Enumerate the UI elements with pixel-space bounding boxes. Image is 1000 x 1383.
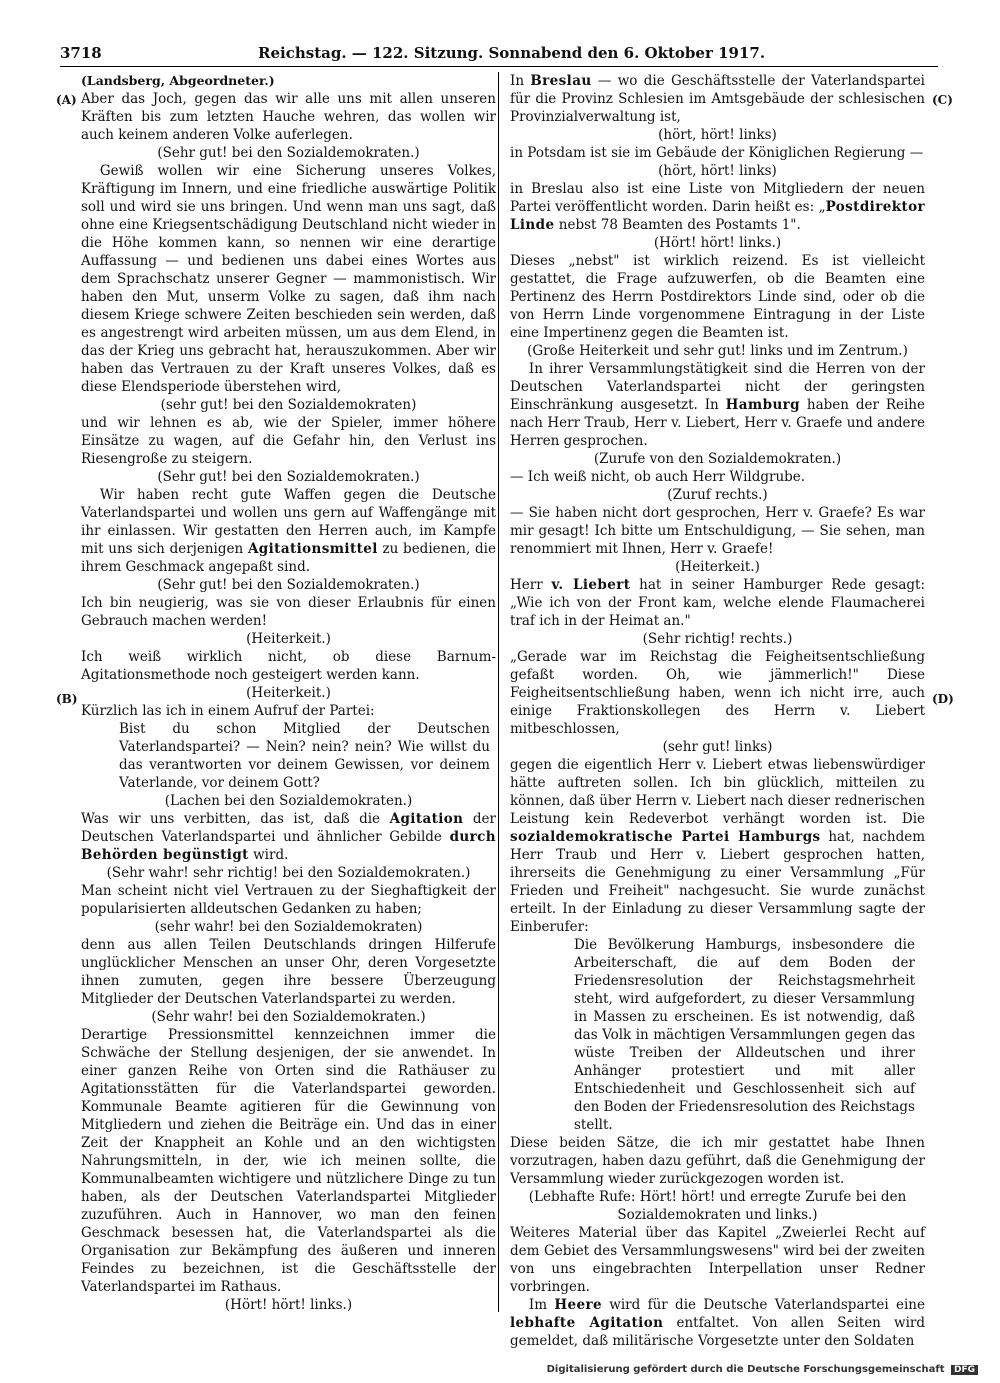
- interjection: (Heiterkeit.): [246, 631, 331, 647]
- interjection: (Lebhafte Rufe: Hört! hört! und erregte Zurufe bei den Sozialdemokraten und links.): [528, 1189, 907, 1223]
- footer-text: Digitalisierung gefördert durch die Deutsche Forschungsgemeinschaft: [546, 1364, 945, 1375]
- paragraph: — Ich weiß nicht, ob auch Herr Wildgrube.: [510, 469, 806, 485]
- interjection: (hört, hört! links): [658, 127, 777, 143]
- right-column: [510, 72, 925, 1350]
- paragraph: Aber das Joch, gegen das wir alle uns mit allen unseren Kräften bis zum letzten Hauche wehren, das wollen wir auch keinem anderen Volke auferlegen.: [81, 91, 496, 143]
- interjection: (Sehr gut! bei den Sozialdemokraten.): [157, 469, 420, 485]
- interjection: (Sehr gut! bei den Sozialdemokraten.): [157, 145, 420, 161]
- page-number: 3718: [60, 44, 102, 62]
- paragraph: Ich bin neugierig, was sie von dieser Erlaubnis für einen Gebrauch machen werden!: [81, 595, 496, 629]
- interjection: (sehr wahr! bei den Sozialdemokraten): [154, 919, 423, 935]
- margin-marker-b: (B): [56, 692, 78, 706]
- running-head: Reichstag. — 122. Sitzung. Sonnabend den 6. Oktober 1917.: [258, 44, 766, 62]
- paragraph: Im Heere wird für die Deutsche Vaterlandspartei eine lebhafte Agitation entfaltet. Von allen Seiten wird gemeldet, daß militärische Vorgesetzte unter den Soldaten: [510, 1297, 925, 1349]
- margin-marker-a: (A): [56, 93, 77, 107]
- paragraph: In Breslau — wo die Geschäftsstelle der Vaterlandspartei für die Provinz Schlesien im Amtsgebäude der schlesischen Provinzialverwaltung ist,: [510, 73, 925, 125]
- interjection: (Hört! hört! links.): [224, 1297, 353, 1313]
- paragraph: Man scheint nicht viel Vertrauen zu der Sieghaftigkeit der popularisierten alldeutschen Gedanken zu haben;: [81, 883, 496, 917]
- interjection: (Sehr richtig! rechts.): [642, 631, 793, 647]
- header-rule: [60, 66, 938, 67]
- paragraph: Weiteres Material über das Kapitel „Zweierlei Recht auf dem Gebiet des Versammlungswesens" wird bei der zweiten von uns eingebrachten Interpellation unser Redner vorbringen.: [510, 1225, 925, 1295]
- paragraph: gegen die eigentlich Herr v. Liebert etwas liebenswürdiger hätte auftreten sollen. Ich bin glücklich, mitteilen zu können, daß über Herrn v. Liebert nach dieser rednerischen Leistung kein Redeverbot verhängt worden ist. Die sozialdemokratische Partei Hamburgs hat, nachdem Herr Traub und Herr v. Liebert gesprochen hatten, ihrerseits die Genehmigung zu einer Versammlung „Für Frieden und Freiheit" nachgesucht. Sie wurde zunächst erteilt. In der Einladung zu dieser Versammlung sagte der Einberufer:: [510, 757, 925, 935]
- paragraph: in Breslau also ist eine Liste von Mitgliedern der neuen Partei veröffentlicht worden. Darin heißt es: „Postdirektor Linde nebst 78 Beamten des Postamts 1".: [510, 181, 925, 233]
- column-divider: [498, 72, 499, 1312]
- paragraph: und wir lehnen es ab, wie der Spieler, immer höhere Einsätze zu wagen, auf die Gefahr hin, den Verlust ins Riesengroße zu steigern.: [81, 415, 496, 467]
- paragraph: denn aus allen Teilen Deutschlands dringen Hilferufe unglücklicher Menschen an unser Ohr, deren Vorgesetzte ihnen zumuten, gegen ihre bessere Überzeugung Mitglieder der Deutschen Vaterlandspartei zu werden.: [81, 937, 496, 1007]
- paragraph: „Gerade war im Reichstag die Feigheitsentschließung gefaßt worden. Oh, wie jämmerlich!" Diese Feigheitsentschließung haben, wenn ich nicht irre, auch einige Fraktionskollegen des Herrn v. Liebert mitbeschlossen,: [510, 649, 925, 737]
- margin-marker-c: (C): [932, 93, 953, 107]
- paragraph: — Sie haben nicht dort gesprochen, Herr v. Graefe? Es war mir gesagt! Ich bitte um Entschuldigung, — Sie sehen, man renommiert mit Ihnen, Herr v. Graefe!: [510, 505, 925, 557]
- interjection: (Lachen bei den Sozialdemokraten.): [164, 793, 413, 809]
- interjection: (Sehr gut! bei den Sozialdemokraten.): [157, 577, 420, 593]
- interjection: (Zurufe von den Sozialdemokraten.): [593, 451, 842, 467]
- paragraph: Wir haben recht gute Waffen gegen die Deutsche Vaterlandspartei und wollen uns gern auf Waffengänge mit ihr einlassen. Wir gestatten den Herren auch, im Kampfe mit uns sich derjenigen Agitationsmittel zu bedienen, die ihrem Geschmack angepaßt sind.: [81, 487, 496, 575]
- paragraph: Herr v. Liebert hat in seiner Hamburger Rede gesagt: „Wie ich von der Front kam, welche elende Flaumacherei traf ich in der Heimat an.": [510, 577, 925, 629]
- paragraph: In ihrer Versammlungstätigkeit sind die Herren von der Deutschen Vaterlandspartei nicht der geringsten Einschränkung ausgesetzt. In Hamburg haben der Reihe nach Herr Traub, Herr v. Liebert, Herr v. Graefe und andere Herren gesprochen.: [510, 361, 925, 449]
- interjection: (Sehr wahr! sehr richtig! bei den Sozialdemokraten.): [106, 865, 471, 881]
- speaker-label: (Landsberg, Abgeordneter.): [81, 73, 275, 88]
- interjection: (Hört! hört! links.): [653, 235, 782, 251]
- margin-marker-d: (D): [932, 692, 954, 706]
- paragraph: Kürzlich las ich in einem Aufruf der Partei:: [81, 703, 375, 719]
- interjection: (Heiterkeit.): [246, 685, 331, 701]
- interjection: (Heiterkeit.): [675, 559, 760, 575]
- footer-credit: [547, 1364, 978, 1375]
- paragraph: Gewiß wollen wir eine Sicherung unseres Volkes, Kräftigung im Innern, und eine friedliche auswärtige Politik soll und wird sie uns bringen. Und wenn man uns sagt, daß ohne eine Kriegsentschädigung Deutschland nicht wieder in die Höhe kommen kann, so nennen wir eine derartige Auffassung — und bedienen uns dabei eines Wortes aus dem Sprachschatz unserer Gegner — mammonistisch. Wir haben den Mut, unserm Volke zu sagen, daß ihm nach diesem Kriege schwere Zeiten beschieden sein werden, daß es angestrengt wird arbeiten müssen, um aus dem Elend, in das der Krieg uns gebracht hat, herauszukommen. Aber wir haben das Vertrauen zu der Kraft unseres Volkes, daß es diese Elendsperiode überstehen wird,: [81, 163, 496, 395]
- paragraph: Derartige Pressionsmittel kennzeichnen immer die Schwäche der Stellung desjenigen, der sie anwendet. In einer ganzen Reihe von Orten sind die Rathäuser zu Agitationsstätten für die Vaterlandspartei geworden. Kommunale Beamte agitieren für die Gewinnung von Mitgliedern und ziehen die Beiträge ein. Und das in einer Zeit der Knappheit an Kohle und an den wichtigsten Nahrungsmitteln, in der, wie ich meinen sollte, die Kommunalbeamten wichtigere und nützlichere Dinge zu tun haben, als der Deutschen Vaterlandspartei Mitglieder zuzuführen. Auch in Hannover, wo man den feinen Geschmack besessen hat, die Vaterlandspartei als die Organisation zur Bekämpfung des äußeren und inneren Feindes zu bezeichnen, ist die Geschäftsstelle der Vaterlandspartei im Rathaus.: [81, 1027, 496, 1295]
- paragraph: Dieses „nebst" ist wirklich reizend. Es ist vielleicht gestattet, die Frage aufzuwerfen, ob die Beamten eine Pertinenz des Herrn Postdirektors Linde sind, oder ob die von Herrn Linde vorgenommene Eintragung in der Liste eine Impertinenz gegen die Beamten ist.: [510, 253, 925, 341]
- interjection: (Zuruf rechts.): [667, 487, 768, 503]
- paragraph: Was wir uns verbitten, das ist, daß die Agitation der Deutschen Vaterlandspartei und ähnlicher Gebilde durch Behörden begünstigt wird.: [81, 811, 496, 863]
- dfg-logo: DFG: [951, 1365, 978, 1375]
- block-quote: Die Bevölkerung Hamburgs, insbesondere die Arbeiterschaft, die auf dem Boden der Friedensresolution der Reichstagsmehrheit steht, wird aufgefordert, zu dieser Versammlung in Massen zu erscheinen. Es ist notwendig, daß das Volk in mächtigen Versammlungen gegen das wüste Treiben der Alldeutschen und ihrer Anhänger protestiert und mit aller Entschiedenheit und Geschlossenheit sich auf den Boden der Friedensresolution des Reichstags stellt.: [574, 937, 915, 1133]
- interjection: (Sehr wahr! bei den Sozialdemokraten.): [151, 1009, 426, 1025]
- paragraph: Ich weiß wirklich nicht, ob diese Barnum-Agitationsmethode noch gesteigert werden kann.: [81, 649, 496, 683]
- interjection: (Große Heiterkeit und sehr gut! links und im Zentrum.): [527, 343, 908, 359]
- interjection: (sehr gut! links): [662, 739, 773, 755]
- interjection: (sehr gut! bei den Sozialdemokraten): [160, 397, 417, 413]
- block-quote: Bist du schon Mitglied der Deutschen Vaterlandspartei? — Nein? nein? nein? Wie willst du das verantworten vor deinem Gewissen, vor deinem Vaterlande, vor deinem Gott?: [119, 721, 490, 791]
- paragraph: in Potsdam ist sie im Gebäude der Königlichen Regierung —: [510, 145, 924, 161]
- left-column: [81, 72, 496, 1314]
- paragraph: Diese beiden Sätze, die ich mir gestattet habe Ihnen vorzutragen, haben dazu geführt, daß die Genehmigung der Versammlung wieder zurückgezogen worden ist.: [510, 1135, 925, 1187]
- interjection: (hört, hört! links): [658, 163, 777, 179]
